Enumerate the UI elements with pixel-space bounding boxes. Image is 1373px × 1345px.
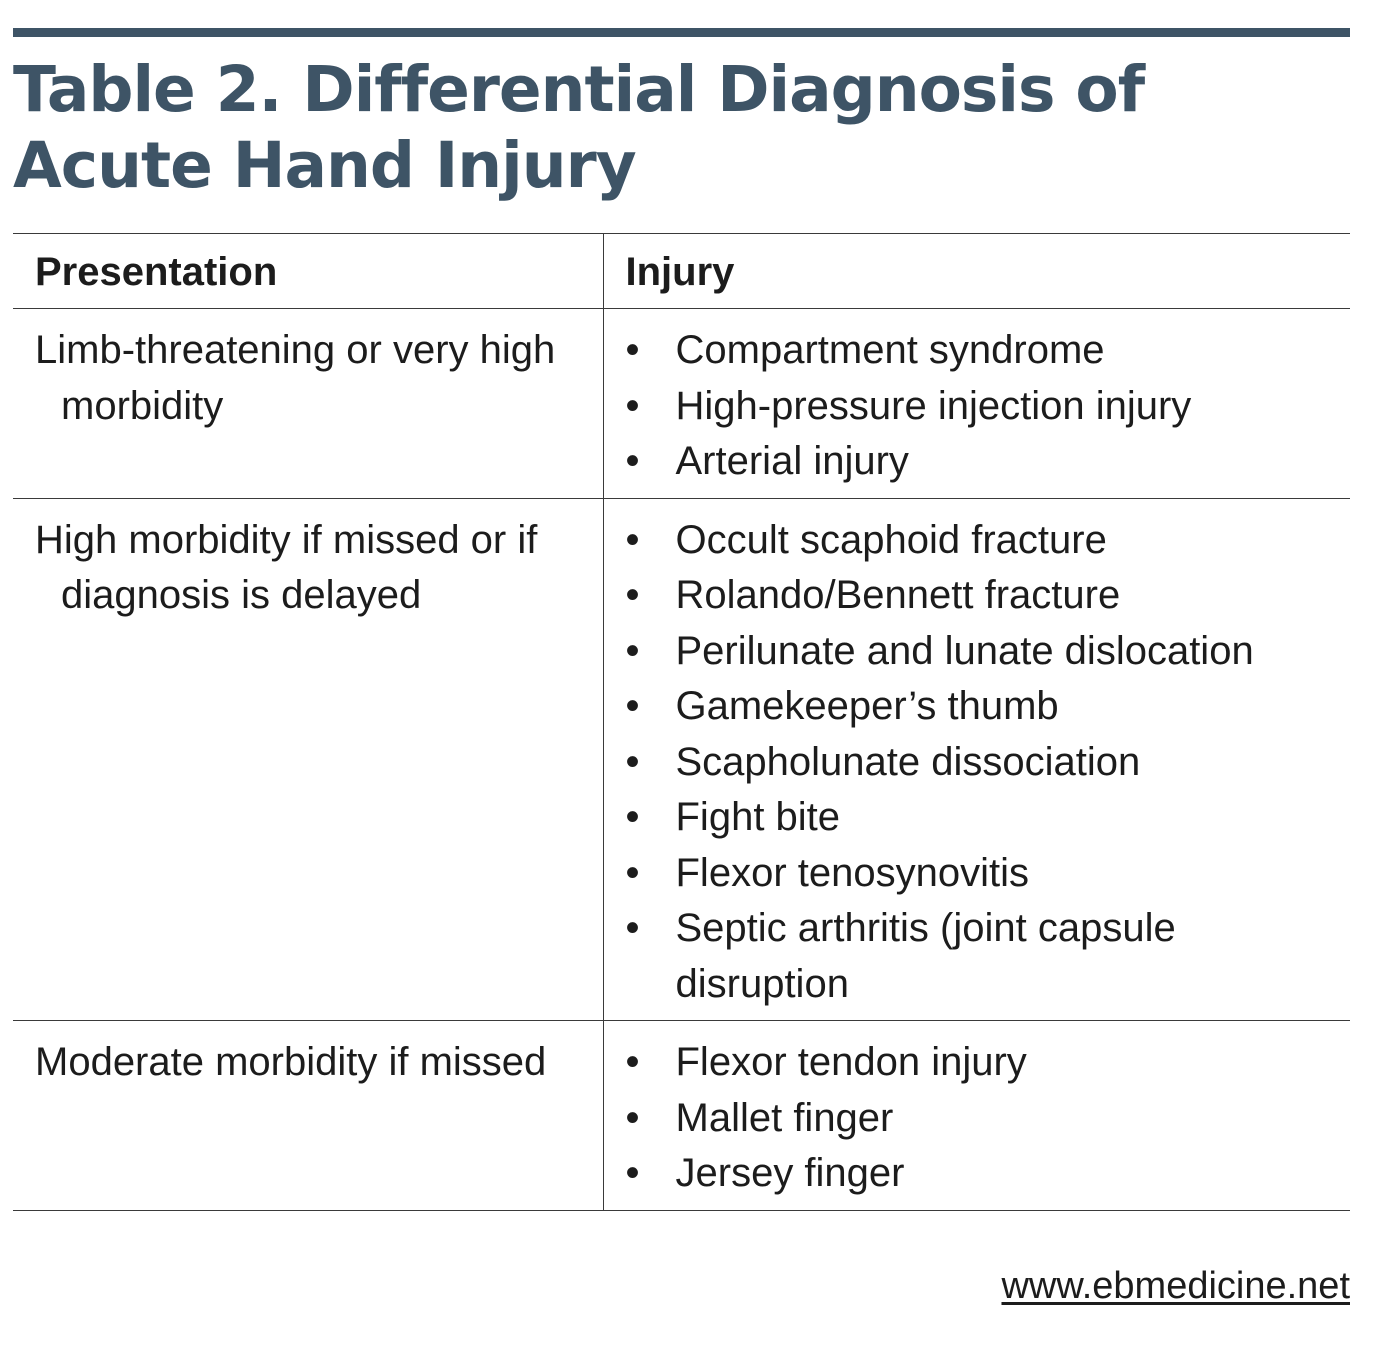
- list-item: • Flexor tenosynovitis: [626, 846, 1331, 902]
- injury-list: [626, 1035, 1331, 1202]
- list-item: • Scapholunate dissociation: [626, 735, 1331, 791]
- table-row: [13, 498, 1350, 1021]
- list-item: • High-pressure injection injury: [626, 379, 1331, 435]
- differential-diagnosis-table: [13, 233, 1350, 1211]
- list-item: • Fight bite: [626, 790, 1331, 846]
- header-presentation: Presentation: [13, 234, 603, 309]
- header-injury: Injury: [603, 234, 1350, 309]
- list-item: • Rolando/Bennett fracture: [626, 568, 1331, 624]
- presentation-text: Limb-threatening or very high morbidity: [35, 328, 556, 428]
- presentation-text: High morbidity if missed or if diagnosis is delayed: [35, 517, 538, 617]
- table-title: Table 2. Differential Diagnosis of Acute Hand Injury: [13, 53, 1145, 202]
- table-row: [13, 1021, 1350, 1211]
- injury-cell: [603, 498, 1350, 1021]
- list-item: • Septic arthritis (joint capsule disruption: [626, 901, 1331, 1012]
- list-item: • Occult scaphoid fracture: [626, 513, 1331, 569]
- source-link[interactable]: www.ebmedicine.net: [1001, 1265, 1350, 1307]
- injury-cell: [603, 309, 1350, 499]
- table-header-row: [13, 234, 1350, 309]
- presentation-cell: [13, 1021, 603, 1211]
- injury-list: [626, 323, 1331, 490]
- list-item: • Arterial injury: [626, 434, 1331, 490]
- title-rule: [13, 28, 1350, 37]
- list-item: • Mallet finger: [626, 1091, 1331, 1147]
- presentation-cell: [13, 498, 603, 1021]
- injury-list: [626, 513, 1331, 1013]
- injury-cell: [603, 1021, 1350, 1211]
- presentation-text: Moderate morbidity if missed: [35, 1040, 547, 1084]
- presentation-cell: [13, 309, 603, 499]
- list-item: • Flexor tendon injury: [626, 1035, 1331, 1091]
- list-item: • Jersey finger: [626, 1146, 1331, 1202]
- list-item: • Gamekeeper’s thumb: [626, 679, 1331, 735]
- table-row: [13, 309, 1350, 499]
- list-item: • Perilunate and lunate dislocation: [626, 624, 1331, 680]
- list-item: • Compartment syndrome: [626, 323, 1331, 379]
